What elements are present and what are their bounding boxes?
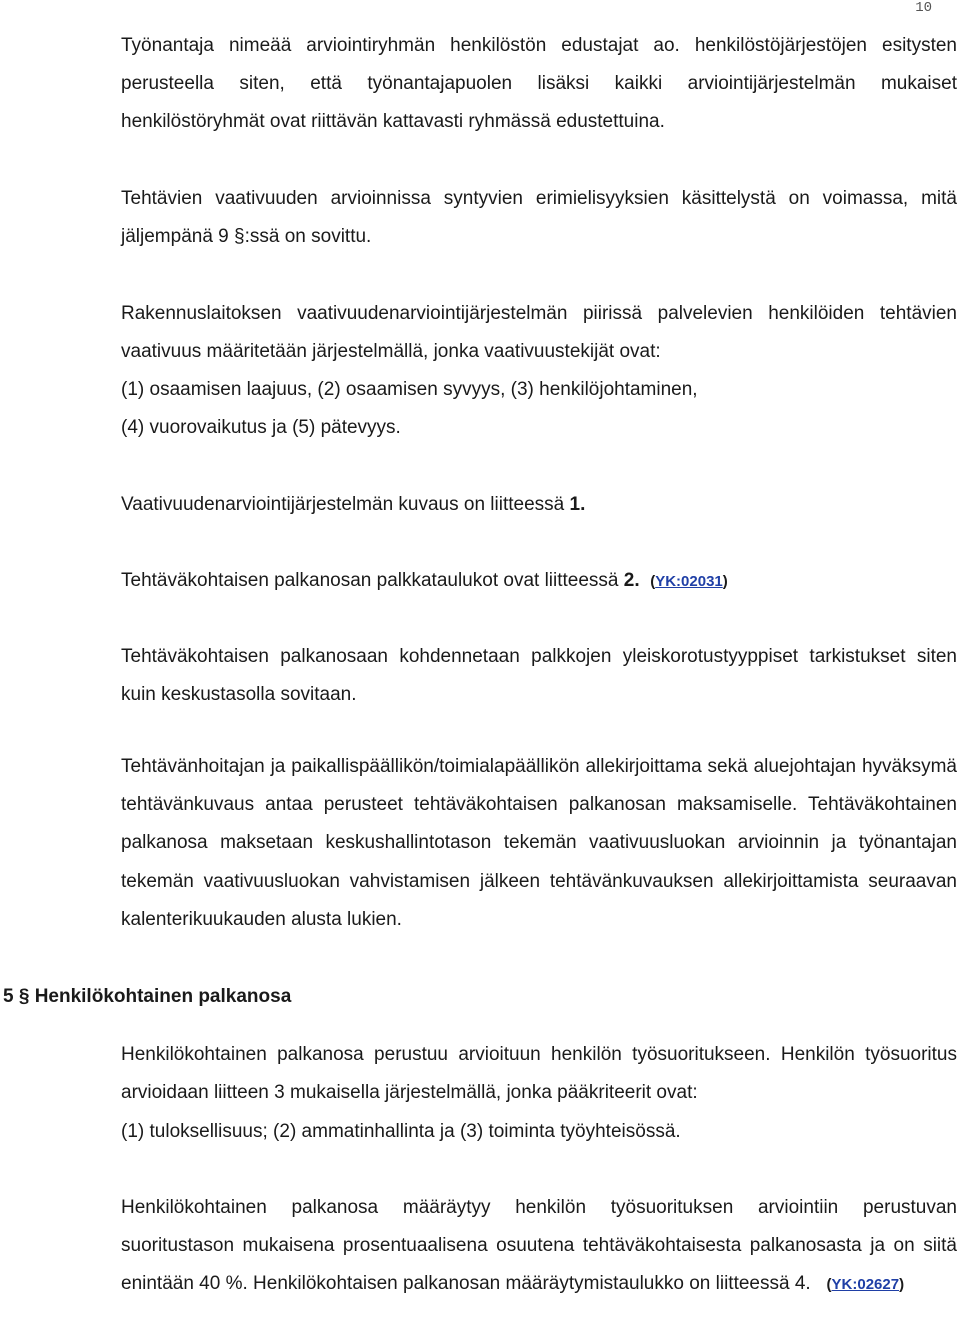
reference-yk-02627 xyxy=(827,1276,905,1293)
ref-open-paren: ( xyxy=(650,573,656,590)
paragraph-maaraytyminen xyxy=(121,1189,957,1305)
paragraph-vaativuustekijat-list-1: (1) osaamisen laajuus, (2) osaamisen syvyys, (3) henkilöjohtaminen, xyxy=(121,379,698,400)
ref-close-paren: ) xyxy=(722,573,728,590)
ref-close-paren: ) xyxy=(899,1276,905,1294)
paragraph-vaativuustekijat-list-2: (4) vuorovaikutus ja (5) pätevyys. xyxy=(121,417,401,438)
paragraph-henkilokohtainen xyxy=(121,1036,957,1112)
paragraph-vaativuustekijat-text: Rakennuslaitoksen vaativuudenarviointijärjestelmän piirissä palvelevien henkilöiden tehtävien vaativuus määritetään järjestelmällä, jonka vaativuustekijät ovat: xyxy=(121,303,957,363)
paragraph-tehtavankuvaus: Tehtävänhoitajan ja paikallispäällikön/toimialapäällikön allekirjoittama sekä aluejohtajan hyväksymä tehtävänkuvaus antaa perusteet tehtäväkohtaisen palkanosan maksamiselle. Tehtäväkohtainen palkanosa maksetaan keskushallintotason tekemän vaativuusluokan arvioinnin ja työnantajan tekemän vaativuusluokan vahvistamisen jälkeen tehtävänkuvauksen allekirjoittamista seuraavan kalenterikuukauden alusta lukien. xyxy=(121,756,957,930)
paragraph-liite-2-text: Tehtäväkohtaisen palkanosan palkkataulukot ovat liitteessä xyxy=(121,570,624,591)
reference-link-yk-02627[interactable]: YK:02627 xyxy=(831,1276,900,1294)
paragraph-henkilokohtainen-list: (1) tuloksellisuus; (2) ammatinhallinta ja (3) toiminta työyhteisössä. xyxy=(121,1121,681,1142)
paragraph-vaativuustekijat xyxy=(121,295,957,371)
page-number: 10 xyxy=(915,0,932,16)
section-heading-5: 5 § Henkilökohtainen palkanosa xyxy=(3,986,292,1007)
liite-1-number: 1. xyxy=(569,494,586,515)
paragraph-liite-1 xyxy=(121,486,957,524)
paragraph-erimielisyydet: Tehtävien vaativuuden arvioinnissa syntyvien erimielisyyksien käsittelystä on voimassa, mitä jäljempänä 9 §:ssä on sovittu. xyxy=(121,188,957,248)
paragraph-liite-1-text: Vaativuudenarviointijärjestelmän kuvaus on liitteessä xyxy=(121,494,570,515)
paragraph-arviointiryhma: Työnantaja nimeää arviointiryhmän henkilöstön edustajat ao. henkilöstöjärjestöjen esitysten perusteella siten, että työnantajapuolen lisäksi kaikki arviointijärjestelmän mukaiset henkilöstöryhmät ovat riittävän kattavasti ryhmässä edustettuina. xyxy=(121,35,957,133)
paragraph-maaraytyminen-text: Henkilökohtainen palkanosa määräytyy henkilön työsuorituksen arviointiin perustuvan suoritustason mukaisena prosentuaalisena osuutena tehtäväkohtaisesta palkanosasta ja on siitä enintään 40 %. Henkilökohtaisen palkanosan määräytymistaulukko on liitteessä 4. xyxy=(121,1197,957,1295)
liite-2-number: 2. xyxy=(623,570,640,591)
reference-yk-02031 xyxy=(650,573,728,590)
reference-link-yk-02031[interactable]: YK:02031 xyxy=(655,573,723,590)
ref-open-paren: ( xyxy=(826,1276,832,1294)
paragraph-liite-2 xyxy=(121,562,957,601)
paragraph-yleiskorotukset: Tehtäväkohtaisen palkanosaan kohdennetaan palkkojen yleiskorotustyyppiset tarkistukset siten kuin keskustasolla sovitaan. xyxy=(121,646,957,706)
paragraph-henkilokohtainen-text: Henkilökohtainen palkanosa perustuu arvioituun henkilön työsuoritukseen. Henkilön työsuoritus arvioidaan liitteen 3 mukaisella järjestelmällä, jonka pääkriteerit ovat: xyxy=(121,1044,957,1104)
